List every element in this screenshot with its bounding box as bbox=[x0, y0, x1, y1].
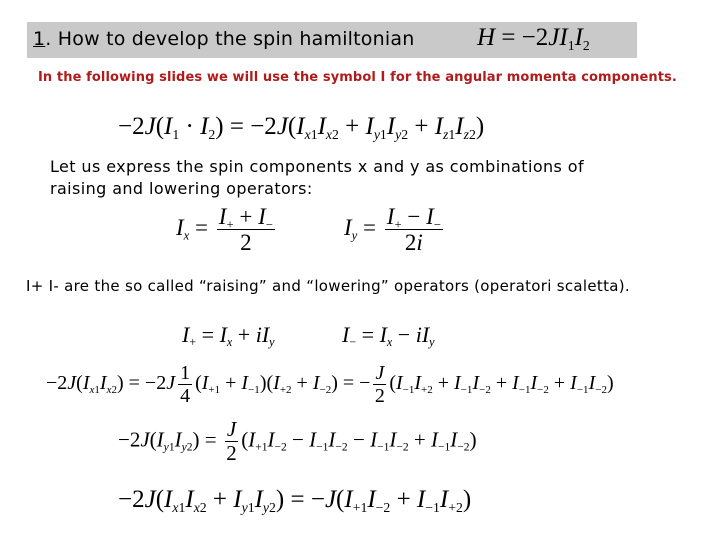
equation-ix: $I_x$ = $\frac{I_+ + I_-}{2}$ bbox=[176, 204, 273, 256]
equation-iminus: $I_- = I_x - iI_y$ bbox=[342, 322, 435, 350]
equation-iy: $I_y$ = $\frac{I_+ - I_-}{2i}$ bbox=[344, 204, 441, 256]
equation-sum: $-2J(I_{x1}I_{x2} + I_{y1}I_{y2}) = -J(I_{+1}I_{-2} + I_{-1}I_{+2})$ bbox=[118, 486, 472, 515]
paragraph-components bbox=[50, 156, 584, 200]
paragraph-line-1: Let us express the spin components x and y as combinations of bbox=[50, 157, 584, 176]
equation-dot-product: $-2J(I_1 \cdot I_2) = -2J(I_{x1}I_{x2} + I_{y1}I_{y2} + I_{z1}I_{z2})$ bbox=[118, 113, 485, 142]
intro-text: In the following slides we will use the symbol I for the angular momenta components. bbox=[38, 70, 677, 85]
title-formula: $H = -2JI_1I_2$ bbox=[477, 24, 590, 53]
slide-title bbox=[33, 28, 414, 50]
equation-x-expansion: $-2J(I_{x1}I_{x2}) = -2J$ $\frac{1}{4}$ $(I_{+1} + I_{-1})(I_{+2} + I_{-2})$ = − $\frac{J}{2}$ $(I_{-1}I_{+2} + I_{-1}I_{-2} + I_{-1}I_{-2} + I_{-1}I_{-2})$ bbox=[46, 362, 614, 407]
title-bar bbox=[27, 22, 637, 58]
equation-y-expansion: $-2J(I_{y1}I_{y2})$ = $\frac{J}{2}$ $(I_{+1}I_{-2} - I_{-1}I_{-2} - I_{-1}I_{-2} + I_{-1}I_{-2})$ bbox=[118, 417, 477, 466]
operators-note-text: I+ I- are the so called “raising” and “lowering” operators (operatori scaletta). bbox=[26, 277, 630, 295]
equation-iplus: $I_+ = I_x + iI_y$ bbox=[182, 322, 275, 350]
paragraph-line-2: raising and lowering operators: bbox=[50, 179, 313, 198]
title-label: . How to develop the spin hamiltonian bbox=[45, 28, 415, 50]
operators-note bbox=[26, 277, 630, 295]
title-number: 1 bbox=[33, 28, 46, 50]
